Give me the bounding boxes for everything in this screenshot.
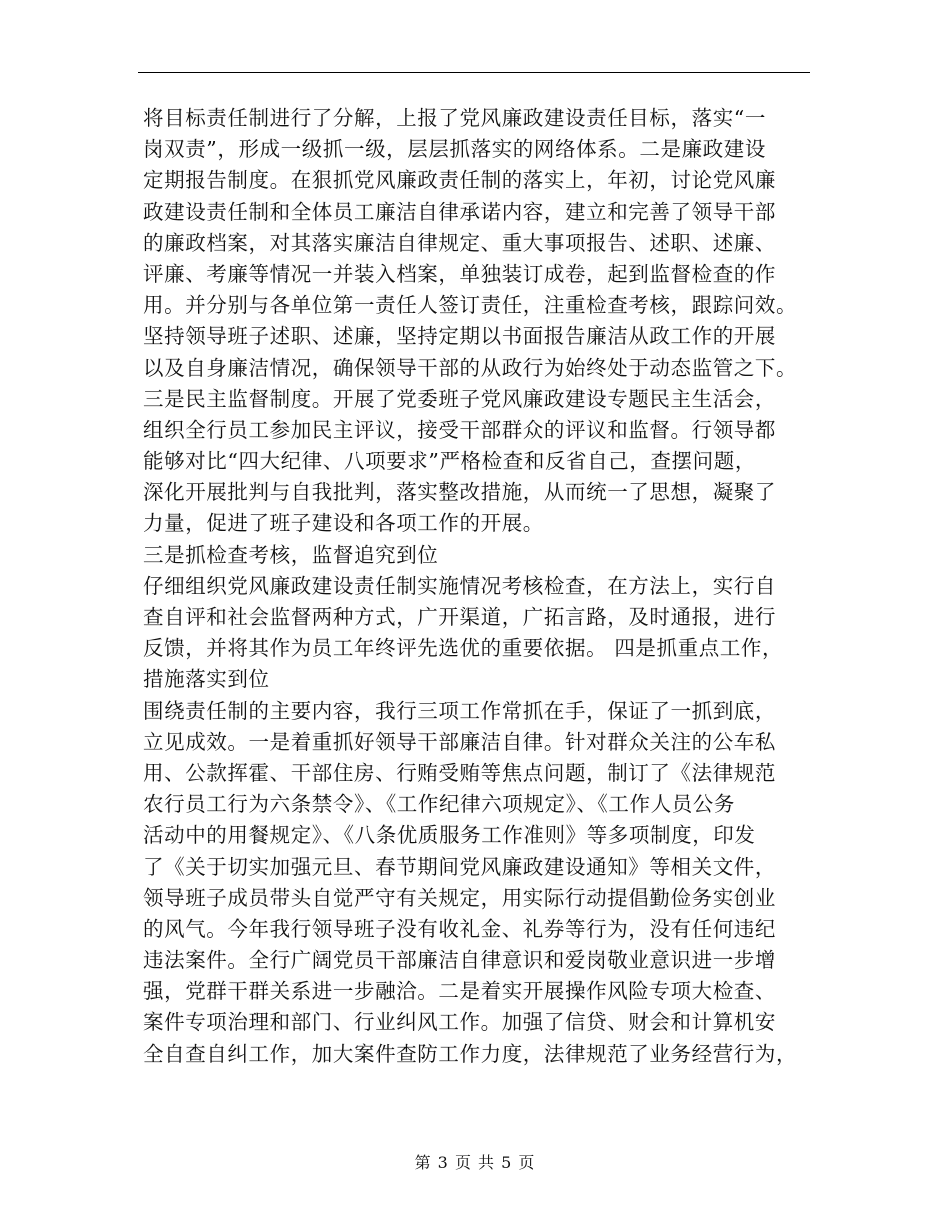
text-line: 仔细组织党风廉政建设责任制实施情况考核检查，在方法上，实行自 bbox=[143, 573, 776, 598]
text-line: 政建设责任制和全体员工廉洁自律承诺内容，建立和完善了领导干部 bbox=[143, 199, 776, 224]
text-line: 的风气。今年我行领导班子没有收礼金、礼券等行为，没有任何违纪 bbox=[143, 916, 776, 941]
text-line: 将目标责任制进行了分解，上报了党风廉政建设责任目标，落实“一 bbox=[143, 106, 766, 130]
text-line: 违法案件。全行广阔党员干部廉洁自律意识和爱岗敬业意识进一步增 bbox=[143, 948, 776, 973]
text-line: 定期报告制度。在狠抓党风廉政责任制的落实上，年初，讨论党风廉 bbox=[143, 168, 776, 193]
text-line: 岗双责”，形成一级抓一级，层层抓落实的网络体系。二是廉政建设 bbox=[143, 137, 766, 162]
text-line: 力量，促进了班子建设和各项工作的开展。 bbox=[143, 511, 544, 536]
text-line: 了《关于切实加强元旦、春节期间党风廉政建设通知》等相关文件， bbox=[143, 854, 776, 879]
text-line: 以及自身廉洁情况，确保领导干部的从政行为始终处于动态监管之下。 bbox=[143, 355, 798, 380]
header-rule bbox=[138, 72, 810, 73]
text-line: 评廉、考廉等情况一并装入档案，单独装订成卷，起到监督检查的作 bbox=[143, 261, 776, 286]
text-line: 案件专项治理和部门、行业纠风工作。加强了信贷、财会和计算机安 bbox=[143, 1010, 776, 1035]
text-line: 措施落实到位 bbox=[143, 667, 270, 692]
text-line: 三是民主监督制度。开展了党委班子党风廉政建设专题民主生活会， bbox=[143, 386, 776, 411]
text-line: 围绕责任制的主要内容，我行三项工作常抓在手，保证了一抓到底， bbox=[143, 698, 776, 723]
text-line: 的廉政档案，对其落实廉洁自律规定、重大事项报告、述职、述廉、 bbox=[143, 230, 776, 255]
text-line: 活动中的用餐规定》、《八条优质服务工作准则》等多项制度，印发 bbox=[143, 823, 756, 848]
text-line: 强，党群干群关系进一步融洽。二是着实开展操作风险专项大检查、 bbox=[143, 979, 776, 1004]
text-line: 查自评和社会监督两种方式，广开渠道，广拓言路，及时通报，进行 bbox=[143, 605, 776, 629]
page-number: 第 3 页 共 5 页 bbox=[414, 1153, 536, 1172]
section-heading: 三是抓检查考核，监督追究到位 bbox=[143, 542, 439, 567]
text-line: 用、公款挥霍、干部住房、行贿受贿等焦点问题，制订了《法律规范 bbox=[143, 760, 776, 785]
text-line: 农行员工行为六条禁令》、《工作纪律六项规定》、《工作人员公务 bbox=[143, 792, 735, 817]
text-line: 坚持领导班子述职、述廉，坚持定期以书面报告廉洁从政工作的开展 bbox=[143, 324, 776, 349]
text-line: 能够对比“四大纪律、八项要求”严格检查和反省自己，查摆问题， bbox=[143, 449, 756, 474]
text-line: 反馈，并将其作为员工年终评先选优的重要依据。 四是抓重点工作， bbox=[143, 636, 784, 661]
text-line: 全自查自纠工作，加大案件查防工作力度，法律规范了业务经营行为， bbox=[143, 1041, 798, 1066]
body-text bbox=[143, 103, 823, 1070]
text-line: 用。并分别与各单位第一责任人签订责任，注重检查考核，跟踪问效。 bbox=[143, 293, 798, 318]
text-line: 深化开展批判与自我批判，落实整改措施，从而统一了思想，凝聚了 bbox=[143, 480, 776, 505]
text-line: 组织全行员工参加民主评议，接受干部群众的评议和监督。行领导都 bbox=[143, 417, 776, 442]
text-line: 领导班子成员带头自觉严守有关规定，用实际行动提倡勤俭务实创业 bbox=[143, 885, 776, 910]
text-line: 立见成效。一是着重抓好领导干部廉洁自律。针对群众关注的公车私 bbox=[143, 729, 776, 754]
